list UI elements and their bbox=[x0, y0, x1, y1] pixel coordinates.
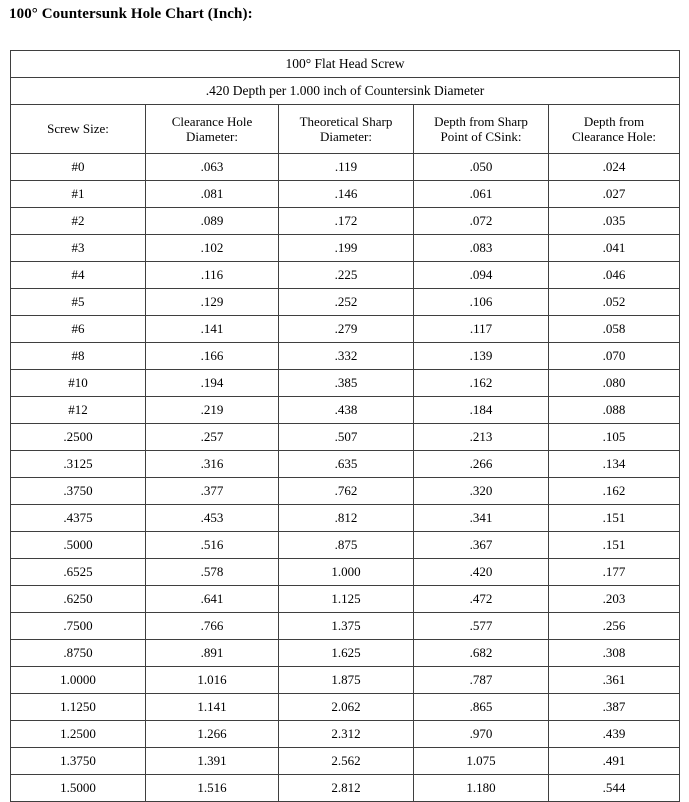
cell-value: .058 bbox=[549, 316, 680, 343]
cell-value: .420 bbox=[414, 559, 549, 586]
cell-screw-size: #12 bbox=[11, 397, 146, 424]
cell-value: .027 bbox=[549, 181, 680, 208]
cell-value: .257 bbox=[146, 424, 279, 451]
column-header-4 bbox=[549, 105, 680, 154]
table-header-row bbox=[11, 105, 680, 154]
cell-value: .766 bbox=[146, 613, 279, 640]
cell-value: .105 bbox=[549, 424, 680, 451]
cell-value: .102 bbox=[146, 235, 279, 262]
cell-value: 1.875 bbox=[279, 667, 414, 694]
column-header-2 bbox=[279, 105, 414, 154]
column-header-line: Diameter: bbox=[186, 129, 238, 144]
table-row bbox=[11, 559, 680, 586]
table-row bbox=[11, 640, 680, 667]
cell-value: .139 bbox=[414, 343, 549, 370]
table-row bbox=[11, 262, 680, 289]
cell-value: .080 bbox=[549, 370, 680, 397]
countersunk-hole-chart-container bbox=[10, 50, 679, 802]
cell-value: .088 bbox=[549, 397, 680, 424]
cell-screw-size: .6250 bbox=[11, 586, 146, 613]
cell-value: .061 bbox=[414, 181, 549, 208]
cell-screw-size: #10 bbox=[11, 370, 146, 397]
cell-value: .151 bbox=[549, 505, 680, 532]
column-header-line: Clearance Hole bbox=[171, 113, 253, 129]
cell-value: 2.312 bbox=[279, 721, 414, 748]
cell-value: 1.075 bbox=[414, 748, 549, 775]
cell-value: 1.266 bbox=[146, 721, 279, 748]
cell-screw-size: .6525 bbox=[11, 559, 146, 586]
cell-screw-size: .4375 bbox=[11, 505, 146, 532]
cell-screw-size: .7500 bbox=[11, 613, 146, 640]
cell-value: .106 bbox=[414, 289, 549, 316]
cell-value: .117 bbox=[414, 316, 549, 343]
cell-value: .377 bbox=[146, 478, 279, 505]
cell-value: .875 bbox=[279, 532, 414, 559]
column-header-line: Depth from bbox=[583, 113, 645, 129]
column-header-3 bbox=[414, 105, 549, 154]
banner-row-depth-note bbox=[11, 78, 680, 105]
cell-screw-size: #0 bbox=[11, 154, 146, 181]
cell-value: 2.062 bbox=[279, 694, 414, 721]
cell-value: .162 bbox=[549, 478, 680, 505]
table-row bbox=[11, 370, 680, 397]
cell-value: 1.625 bbox=[279, 640, 414, 667]
cell-value: 2.562 bbox=[279, 748, 414, 775]
cell-value: .641 bbox=[146, 586, 279, 613]
cell-value: .812 bbox=[279, 505, 414, 532]
cell-value: .089 bbox=[146, 208, 279, 235]
cell-value: 1.141 bbox=[146, 694, 279, 721]
cell-value: .172 bbox=[279, 208, 414, 235]
cell-value: .635 bbox=[279, 451, 414, 478]
cell-screw-size: 1.1250 bbox=[11, 694, 146, 721]
cell-value: .213 bbox=[414, 424, 549, 451]
cell-value: .279 bbox=[279, 316, 414, 343]
cell-value: .256 bbox=[549, 613, 680, 640]
cell-value: .341 bbox=[414, 505, 549, 532]
cell-screw-size: .8750 bbox=[11, 640, 146, 667]
cell-value: .041 bbox=[549, 235, 680, 262]
cell-value: .320 bbox=[414, 478, 549, 505]
cell-value: .035 bbox=[549, 208, 680, 235]
cell-value: .316 bbox=[146, 451, 279, 478]
cell-value: .219 bbox=[146, 397, 279, 424]
table-row bbox=[11, 208, 680, 235]
cell-value: .491 bbox=[549, 748, 680, 775]
cell-value: .119 bbox=[279, 154, 414, 181]
cell-screw-size: .2500 bbox=[11, 424, 146, 451]
cell-value: .134 bbox=[549, 451, 680, 478]
table-row bbox=[11, 694, 680, 721]
cell-value: .162 bbox=[414, 370, 549, 397]
column-header-line: Clearance Hole: bbox=[571, 129, 657, 144]
table-row bbox=[11, 613, 680, 640]
banner-depth-note: .420 Depth per 1.000 inch of Countersink Diameter bbox=[11, 78, 680, 105]
cell-value: 1.391 bbox=[146, 748, 279, 775]
table-row bbox=[11, 586, 680, 613]
cell-value: .385 bbox=[279, 370, 414, 397]
table-row bbox=[11, 289, 680, 316]
table-row bbox=[11, 424, 680, 451]
cell-screw-size: #8 bbox=[11, 343, 146, 370]
cell-value: .083 bbox=[414, 235, 549, 262]
table-row bbox=[11, 181, 680, 208]
page-title: 100° Countersunk Hole Chart (Inch): bbox=[9, 6, 253, 22]
table-row bbox=[11, 721, 680, 748]
table-row bbox=[11, 748, 680, 775]
column-header-0 bbox=[11, 105, 146, 154]
cell-value: .308 bbox=[549, 640, 680, 667]
cell-value: 1.375 bbox=[279, 613, 414, 640]
cell-value: .361 bbox=[549, 667, 680, 694]
cell-value: .332 bbox=[279, 343, 414, 370]
cell-value: .194 bbox=[146, 370, 279, 397]
cell-value: .682 bbox=[414, 640, 549, 667]
cell-value: 1.516 bbox=[146, 775, 279, 802]
banner-screw-type: 100° Flat Head Screw bbox=[11, 51, 680, 78]
cell-value: .438 bbox=[279, 397, 414, 424]
cell-value: .891 bbox=[146, 640, 279, 667]
cell-value: 1.180 bbox=[414, 775, 549, 802]
table-row bbox=[11, 154, 680, 181]
cell-value: .151 bbox=[549, 532, 680, 559]
cell-value: .762 bbox=[279, 478, 414, 505]
cell-value: .070 bbox=[549, 343, 680, 370]
table-body bbox=[11, 51, 680, 802]
column-header-line: Point of CSink: bbox=[440, 129, 522, 144]
cell-value: 1.016 bbox=[146, 667, 279, 694]
cell-value: .072 bbox=[414, 208, 549, 235]
table-row bbox=[11, 775, 680, 802]
table-row bbox=[11, 451, 680, 478]
cell-value: .129 bbox=[146, 289, 279, 316]
cell-value: .970 bbox=[414, 721, 549, 748]
cell-screw-size: #1 bbox=[11, 181, 146, 208]
cell-value: .266 bbox=[414, 451, 549, 478]
column-header-line: Theoretical Sharp bbox=[299, 113, 393, 129]
column-header-line: Depth from Sharp bbox=[434, 113, 528, 129]
cell-value: 2.812 bbox=[279, 775, 414, 802]
table-row bbox=[11, 235, 680, 262]
cell-value: .577 bbox=[414, 613, 549, 640]
cell-screw-size: 1.2500 bbox=[11, 721, 146, 748]
cell-value: .439 bbox=[549, 721, 680, 748]
cell-value: .252 bbox=[279, 289, 414, 316]
cell-value: .367 bbox=[414, 532, 549, 559]
cell-screw-size: .3125 bbox=[11, 451, 146, 478]
cell-value: .199 bbox=[279, 235, 414, 262]
cell-value: .050 bbox=[414, 154, 549, 181]
cell-value: .516 bbox=[146, 532, 279, 559]
cell-value: .024 bbox=[549, 154, 680, 181]
cell-screw-size: .5000 bbox=[11, 532, 146, 559]
banner-row-screw-type bbox=[11, 51, 680, 78]
table-row bbox=[11, 316, 680, 343]
cell-value: .046 bbox=[549, 262, 680, 289]
column-header-line: Screw Size: bbox=[47, 121, 109, 137]
cell-value: .177 bbox=[549, 559, 680, 586]
cell-screw-size: #5 bbox=[11, 289, 146, 316]
column-header-line: Diameter: bbox=[320, 129, 372, 144]
cell-screw-size: 1.5000 bbox=[11, 775, 146, 802]
cell-value: .166 bbox=[146, 343, 279, 370]
cell-value: .094 bbox=[414, 262, 549, 289]
cell-value: .203 bbox=[549, 586, 680, 613]
cell-screw-size: .3750 bbox=[11, 478, 146, 505]
cell-value: 1.000 bbox=[279, 559, 414, 586]
table-row bbox=[11, 667, 680, 694]
cell-screw-size: #4 bbox=[11, 262, 146, 289]
cell-value: .116 bbox=[146, 262, 279, 289]
table-row bbox=[11, 343, 680, 370]
cell-value: .472 bbox=[414, 586, 549, 613]
table-row bbox=[11, 478, 680, 505]
cell-value: 1.125 bbox=[279, 586, 414, 613]
cell-value: .544 bbox=[549, 775, 680, 802]
cell-value: .225 bbox=[279, 262, 414, 289]
table-row bbox=[11, 505, 680, 532]
cell-screw-size: #3 bbox=[11, 235, 146, 262]
cell-value: .184 bbox=[414, 397, 549, 424]
cell-screw-size: #2 bbox=[11, 208, 146, 235]
cell-screw-size: 1.3750 bbox=[11, 748, 146, 775]
table-row bbox=[11, 397, 680, 424]
cell-value: .063 bbox=[146, 154, 279, 181]
cell-screw-size: 1.0000 bbox=[11, 667, 146, 694]
cell-value: .146 bbox=[279, 181, 414, 208]
cell-value: .578 bbox=[146, 559, 279, 586]
cell-value: .052 bbox=[549, 289, 680, 316]
cell-value: .081 bbox=[146, 181, 279, 208]
cell-value: .787 bbox=[414, 667, 549, 694]
cell-value: .141 bbox=[146, 316, 279, 343]
countersunk-hole-chart-table bbox=[10, 50, 680, 802]
cell-value: .387 bbox=[549, 694, 680, 721]
cell-value: .507 bbox=[279, 424, 414, 451]
cell-value: .453 bbox=[146, 505, 279, 532]
column-header-1 bbox=[146, 105, 279, 154]
cell-value: .865 bbox=[414, 694, 549, 721]
cell-screw-size: #6 bbox=[11, 316, 146, 343]
table-row bbox=[11, 532, 680, 559]
